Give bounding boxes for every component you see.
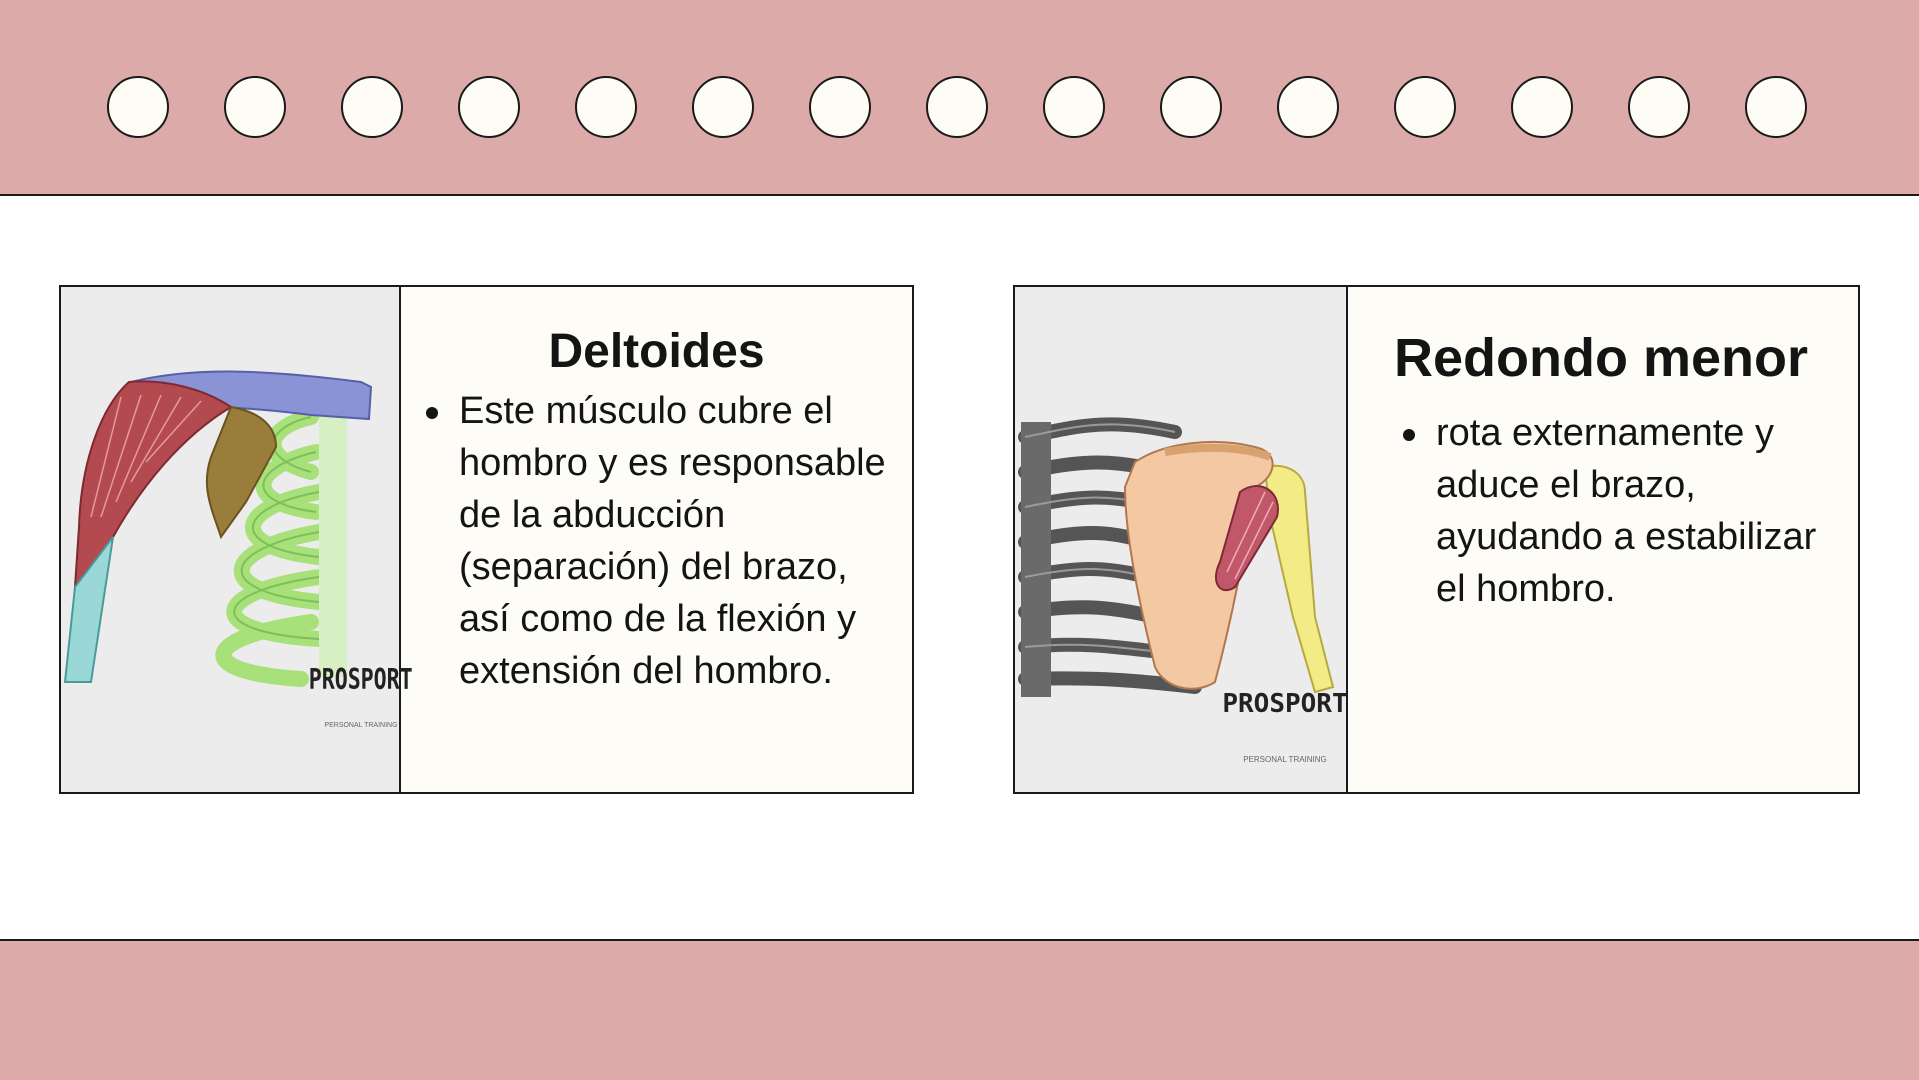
binder-hole: [575, 76, 637, 138]
card-text: [401, 287, 912, 792]
top-banner: [0, 0, 1919, 196]
shoulder-teres-minor-illustration-icon: [1015, 287, 1348, 792]
bullet-item: rota externamente y aduce el brazo, ayudando a estabilizar el hombro.: [1436, 407, 1838, 615]
binder-hole: [926, 76, 988, 138]
binder-hole: [1277, 76, 1339, 138]
bullet-list: [1348, 389, 1858, 615]
binder-hole: [1160, 76, 1222, 138]
card-title: Deltoides: [548, 325, 765, 378]
binder-hole: [1628, 76, 1690, 138]
bottom-banner: [0, 939, 1919, 1080]
bullet-item: Este músculo cubre el hombro y es responsable de la abducción (separación) del brazo, así como de la flexión y extensión del hombro.: [459, 385, 908, 697]
binder-hole: [1394, 76, 1456, 138]
binder-holes: [107, 76, 1807, 138]
prosport-logo-sub: PERSONAL TRAINING: [324, 722, 398, 729]
binder-hole: [341, 76, 403, 138]
deltoid-illustration: [61, 287, 413, 792]
binder-hole: [1745, 76, 1807, 138]
card-text: [1348, 287, 1858, 792]
prosport-logo: PROSPORT: [1222, 689, 1348, 719]
binder-hole: [809, 76, 871, 138]
teres-minor-illustration: [1015, 287, 1348, 792]
binder-hole: [458, 76, 520, 138]
binder-hole: [692, 76, 754, 138]
card-deltoides: [59, 285, 914, 794]
card-redondo-menor: [1013, 285, 1860, 794]
binder-hole: [1511, 76, 1573, 138]
bullet-list: [401, 379, 912, 697]
prosport-logo: PROSPORT: [308, 662, 413, 697]
prosport-logo-sub: PERSONAL TRAINING: [1243, 755, 1327, 764]
card-title: Redondo menor: [1394, 328, 1808, 388]
binder-hole: [1043, 76, 1105, 138]
shoulder-deltoid-illustration-icon: [61, 287, 413, 792]
binder-hole: [224, 76, 286, 138]
binder-hole: [107, 76, 169, 138]
